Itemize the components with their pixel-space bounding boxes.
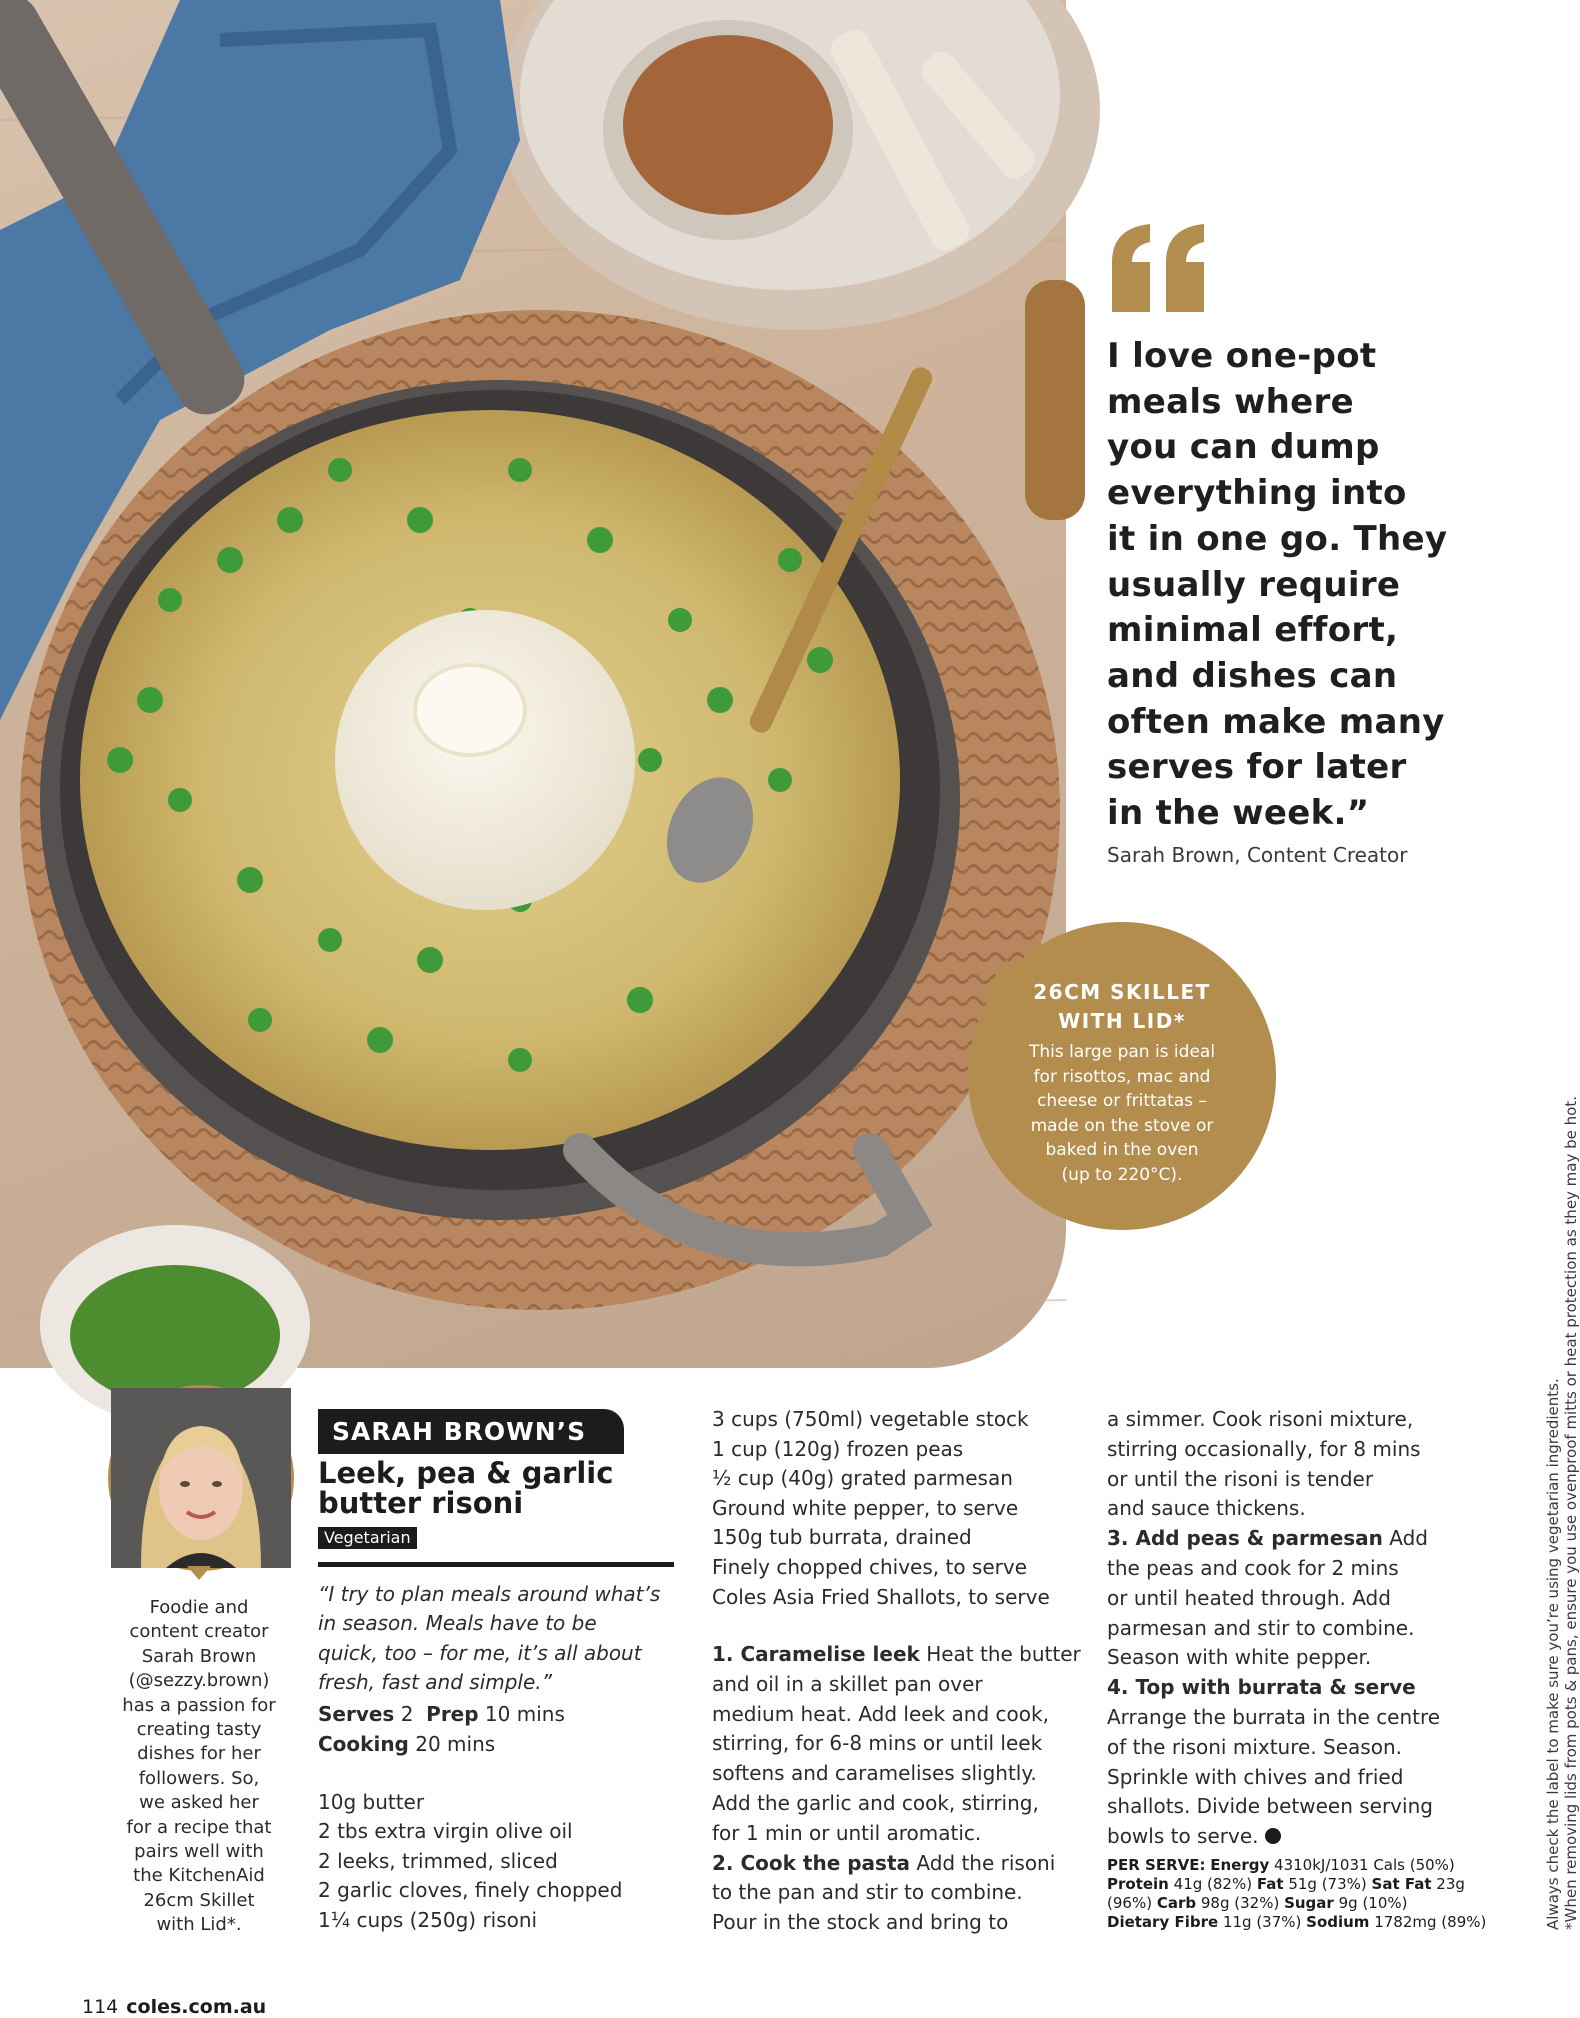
author-bio: Foodie and content creator Sarah Brown (@sezzy.brown) has a passion for creating tasty dishes for her followers. So, we asked her for a recipe that pairs well with the KitchenAid 26cm Skillet with Lid*. (122, 1597, 276, 1936)
carb-value: 98g (32%) (1200, 1894, 1280, 1912)
carb-label: Carb (1156, 1894, 1197, 1912)
step-text: Heat the butter (926, 1642, 1081, 1666)
website-link[interactable]: coles.com.au (126, 1996, 267, 2018)
protein-value: 41g (82%) (1173, 1875, 1253, 1893)
ingredient-item: 10g butter (318, 1790, 425, 1814)
cooking-line (318, 1730, 495, 1759)
author-avatar (108, 1385, 294, 1571)
prep-value: 10 mins (484, 1702, 565, 1726)
satfat-value: 23g (1436, 1875, 1465, 1893)
end-mark-icon (1265, 1828, 1281, 1844)
ingredient-item: 2 leeks, trimmed, sliced (318, 1848, 558, 1873)
ingredient-item: ½ cup (40g) grated parmesan (712, 1466, 1013, 1491)
dietary-tag: Vegetarian (318, 1527, 417, 1549)
step-text: Sprinkle with chives and fried (1107, 1764, 1404, 1789)
step-text: stirring occasionally, for 8 mins (1107, 1436, 1421, 1461)
step-text: or until the risoni is tender (1107, 1466, 1374, 1491)
cooking-label: Cooking (318, 1732, 409, 1756)
cooking-value: 20 mins (415, 1732, 496, 1756)
nutrition-info (1107, 1856, 1497, 1932)
ingredients-list-2 (712, 1405, 1092, 1612)
prep-label: Prep (426, 1702, 479, 1726)
sodium-value: 1782mg (89%) (1374, 1913, 1487, 1931)
step-text: a simmer. Cook risoni mixture, (1107, 1407, 1414, 1431)
badge-title: 26CM SKILLET WITH LID* (1033, 980, 1211, 1033)
sugar-label: Sugar (1284, 1894, 1334, 1912)
fibre-value: 11g (37%) (1222, 1913, 1302, 1931)
nutrition-label: PER SERVE: (1107, 1856, 1206, 1874)
ingredient-item: 150g tub burrata, drained (712, 1525, 972, 1550)
nutrition-line-3 (1107, 1894, 1497, 1913)
method-step-2-line (712, 1849, 1092, 1879)
recipe-intro: “I try to plan meals around what’s in season. Meals have to be quick, too – for me, it’s all about fresh, fast and simple.” (318, 1582, 661, 1695)
recipe-photo (0, 0, 1066, 1368)
author-portrait (111, 1388, 291, 1568)
step-text: to the pan and stir to combine. (712, 1880, 1023, 1905)
method-column-2 (1107, 1405, 1487, 1852)
ingredient-item: 1¼ cups (250g) risoni (318, 1907, 538, 1932)
fat-value: 51g (73%) (1288, 1875, 1367, 1893)
quote-mark-icon (1104, 220, 1214, 320)
step-text: for 1 min or until aromatic. (712, 1820, 982, 1845)
energy-value: 4310kJ/1031 Cals (50%) (1274, 1856, 1455, 1874)
disclaimer-lids: *When removing lids from pots & pans, ensure you use ovenproof mitts or heat protection as they may be hot. (1562, 1096, 1580, 1930)
nutrition-line-4 (1107, 1913, 1497, 1932)
step-4-title: 4. Top with burrata & serve (1107, 1675, 1416, 1700)
step-text: stirring, for 6-8 mins or until leek (712, 1731, 1043, 1756)
satfat-label: Sat Fat (1371, 1875, 1432, 1893)
sugar-value: 9g (10%) (1338, 1894, 1408, 1912)
page-footer (82, 1996, 266, 2018)
ingredient-item: 2 garlic cloves, finely chopped (318, 1878, 623, 1903)
step-text: and sauce thickens. (1107, 1496, 1306, 1521)
step-text: shallots. Divide between serving (1107, 1794, 1433, 1819)
divider (318, 1562, 674, 1567)
serves-label: Serves (318, 1702, 395, 1726)
step-text: Arrange the burrata in the centre (1107, 1704, 1441, 1729)
serves-prep-line (318, 1700, 565, 1729)
method-step-3-line (1107, 1524, 1487, 1554)
side-disclaimer (1544, 1030, 1580, 1930)
ingredient-item: Finely chopped chives, to serve (712, 1554, 1028, 1579)
method-column-1 (712, 1640, 1092, 1938)
disclaimer-vegetarian: Always check the label to make sure you’re using vegetarian ingredients. (1544, 1378, 1562, 1930)
step-text: and oil in a skillet pan over (712, 1671, 983, 1696)
serves-value: 2 (400, 1702, 414, 1726)
ingredients-list-1 (318, 1788, 698, 1935)
ingredient-item: Coles Asia Fried Shallots, to serve (712, 1584, 1050, 1609)
ingredient-item: 2 tbs extra virgin olive oil (318, 1819, 573, 1844)
sodium-label: Sodium (1306, 1913, 1370, 1931)
step-3-title: 3. Add peas & parmesan (1107, 1526, 1383, 1551)
method-step-1-line (712, 1640, 1092, 1670)
final-step-line (1107, 1822, 1487, 1852)
satfat-percent: (96%) (1107, 1894, 1153, 1912)
risoni-skillet-illustration (0, 0, 1066, 1368)
recipe-title: Leek, pea & garlic butter risoni (318, 1456, 614, 1520)
step-text: Season with white pepper. (1107, 1645, 1372, 1670)
ingredient-item: 1 cup (120g) frozen peas (712, 1436, 964, 1461)
step-text: bowls to serve. (1107, 1824, 1259, 1849)
energy-label: Energy (1210, 1856, 1270, 1874)
step-text: softens and caramelises slightly. (712, 1761, 1037, 1786)
step-text: Add the risoni (916, 1850, 1056, 1875)
badge-description: This large pan is ideal for risottos, mac and cheese or frittatas – made on the stove or baked in the oven (up to 220°C). (1028, 1042, 1216, 1185)
avatar-pointer (187, 1566, 211, 1580)
quote-attribution: Sarah Brown, Content Creator (1107, 843, 1408, 867)
page-number: 114 (82, 1996, 119, 2018)
step-1-title: 1. Caramelise leek (712, 1642, 920, 1666)
step-2-title: 2. Cook the pasta (712, 1850, 910, 1875)
step-text: the peas and cook for 2 mins (1107, 1555, 1399, 1580)
step-text: medium heat. Add leek and cook, (712, 1701, 1049, 1726)
step-text: Add the garlic and cook, stirring, (712, 1790, 1039, 1815)
fat-label: Fat (1256, 1875, 1284, 1893)
product-badge (968, 922, 1276, 1230)
ingredient-item: 3 cups (750ml) vegetable stock (712, 1407, 1029, 1431)
fibre-label: Dietary Fibre (1107, 1913, 1219, 1931)
ingredient-item: Ground white pepper, to serve (712, 1495, 1019, 1520)
step-text: parmesan and stir to combine. (1107, 1615, 1415, 1640)
protein-label: Protein (1107, 1875, 1169, 1893)
nutrition-line-2 (1107, 1875, 1497, 1894)
nutrition-line-1 (1107, 1856, 1497, 1875)
step-text: or until heated through. Add (1107, 1585, 1391, 1610)
author-banner: SARAH BROWN’S (318, 1409, 624, 1454)
pull-quote: I love one-pot meals where you can dump everything into it in one go. They usually require minimal effort, and dishes can often make many serves for later in the week.” (1107, 336, 1448, 834)
step-text: of the risoni mixture. Season. (1107, 1734, 1402, 1759)
step-text: Add (1389, 1526, 1429, 1551)
step-text: Pour in the stock and bring to (712, 1910, 1009, 1935)
